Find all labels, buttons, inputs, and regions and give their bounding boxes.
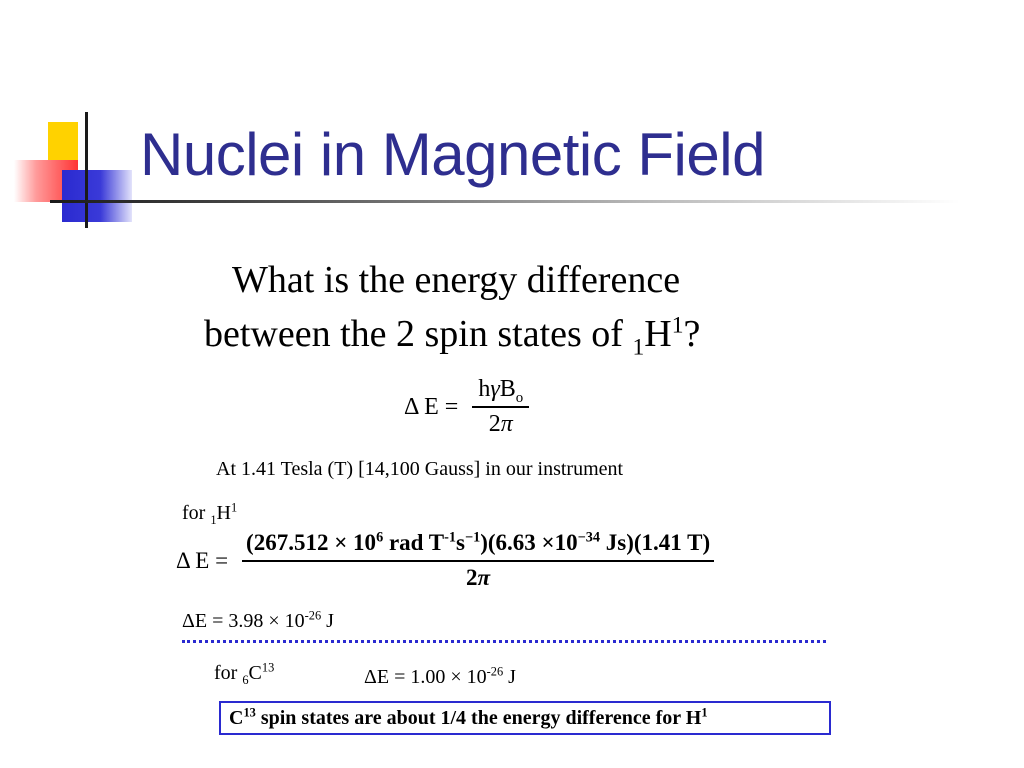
question-sub: 1: [632, 334, 645, 361]
calc-two: 2: [466, 565, 478, 590]
slide-title: Nuclei in Magnetic Field: [140, 121, 765, 188]
conclusion-text: [229, 707, 708, 730]
calc-num-a-exp: 6: [376, 529, 384, 546]
hydrogen-result-exp: -26: [304, 608, 322, 623]
calc-num-b: rad T: [383, 530, 445, 555]
carbon-result-exp: -26: [486, 664, 504, 679]
hydrogen-sub: 1: [210, 513, 217, 527]
question-sup: 1: [671, 312, 684, 339]
carbon-sup: 13: [261, 660, 275, 675]
carbon-result-unit: J: [503, 666, 516, 688]
formula-lhs: Δ E =: [404, 393, 459, 420]
calc-pi: π: [477, 565, 491, 590]
conclusion-sup: 13: [243, 705, 256, 720]
calc-num-a: (267.512 × 10: [246, 530, 377, 555]
formula-pi: π: [500, 411, 513, 437]
calc-denominator: [242, 562, 714, 591]
calc-num-b-exp: -1: [444, 529, 456, 546]
calc-num-e: Js)(1.41 T): [600, 530, 711, 555]
formula-two: 2: [488, 411, 501, 437]
energy-formula: [404, 376, 529, 438]
calc-num-c-exp: −1: [464, 529, 481, 546]
energy-calculation: [176, 530, 714, 591]
calc-num-d-exp: −34: [577, 529, 601, 546]
conclusion-base: C: [229, 707, 244, 729]
hydrogen-for: for: [182, 502, 211, 524]
calc-num-d: )(6.63 ×10: [480, 530, 578, 555]
formula-b-sub: o: [515, 389, 524, 406]
formula-gamma: γ: [490, 376, 500, 402]
carbon-sub: 6: [242, 673, 249, 687]
carbon-for: for: [214, 662, 243, 684]
formula-numerator: [472, 376, 529, 408]
question-base: H: [644, 313, 672, 355]
carbon-result: [364, 666, 516, 689]
hydrogen-result-value: ΔE = 3.98 × 10: [182, 610, 305, 632]
calc-num-c: s: [456, 530, 465, 555]
hydrogen-label: [182, 502, 237, 525]
dotted-divider: [182, 640, 826, 643]
question-end: ?: [683, 313, 701, 355]
decor-vertical-line: [85, 112, 88, 228]
calc-numerator: [242, 530, 714, 562]
carbon-result-value: ΔE = 1.00 × 10: [364, 666, 487, 688]
question-text: between the 2 spin states of: [204, 313, 633, 355]
calc-fraction: [242, 530, 714, 591]
conclusion-box: [219, 701, 831, 735]
question-line-2: [204, 312, 701, 361]
carbon-base: C: [248, 662, 262, 684]
decor-blue-square: [62, 170, 132, 222]
formula-fraction: [472, 376, 529, 438]
conclusion-body: spin states are about 1/4 the energy difference for H: [255, 707, 702, 729]
formula-b: B: [499, 376, 516, 402]
question-line-1: What is the energy difference: [232, 259, 681, 301]
formula-h: h: [478, 376, 491, 402]
calc-lhs: Δ E =: [176, 547, 229, 573]
conclusion-end-sup: 1: [701, 705, 708, 720]
title-underline: [50, 200, 960, 203]
hydrogen-sup: 1: [230, 500, 238, 515]
instrument-line: At 1.41 Tesla (T) [14,100 Gauss] in our instrument: [216, 458, 624, 480]
hydrogen-base: H: [216, 502, 231, 524]
carbon-label: [214, 662, 274, 685]
hydrogen-result: [182, 610, 334, 633]
hydrogen-result-unit: J: [321, 610, 334, 632]
formula-denominator: [472, 408, 529, 438]
